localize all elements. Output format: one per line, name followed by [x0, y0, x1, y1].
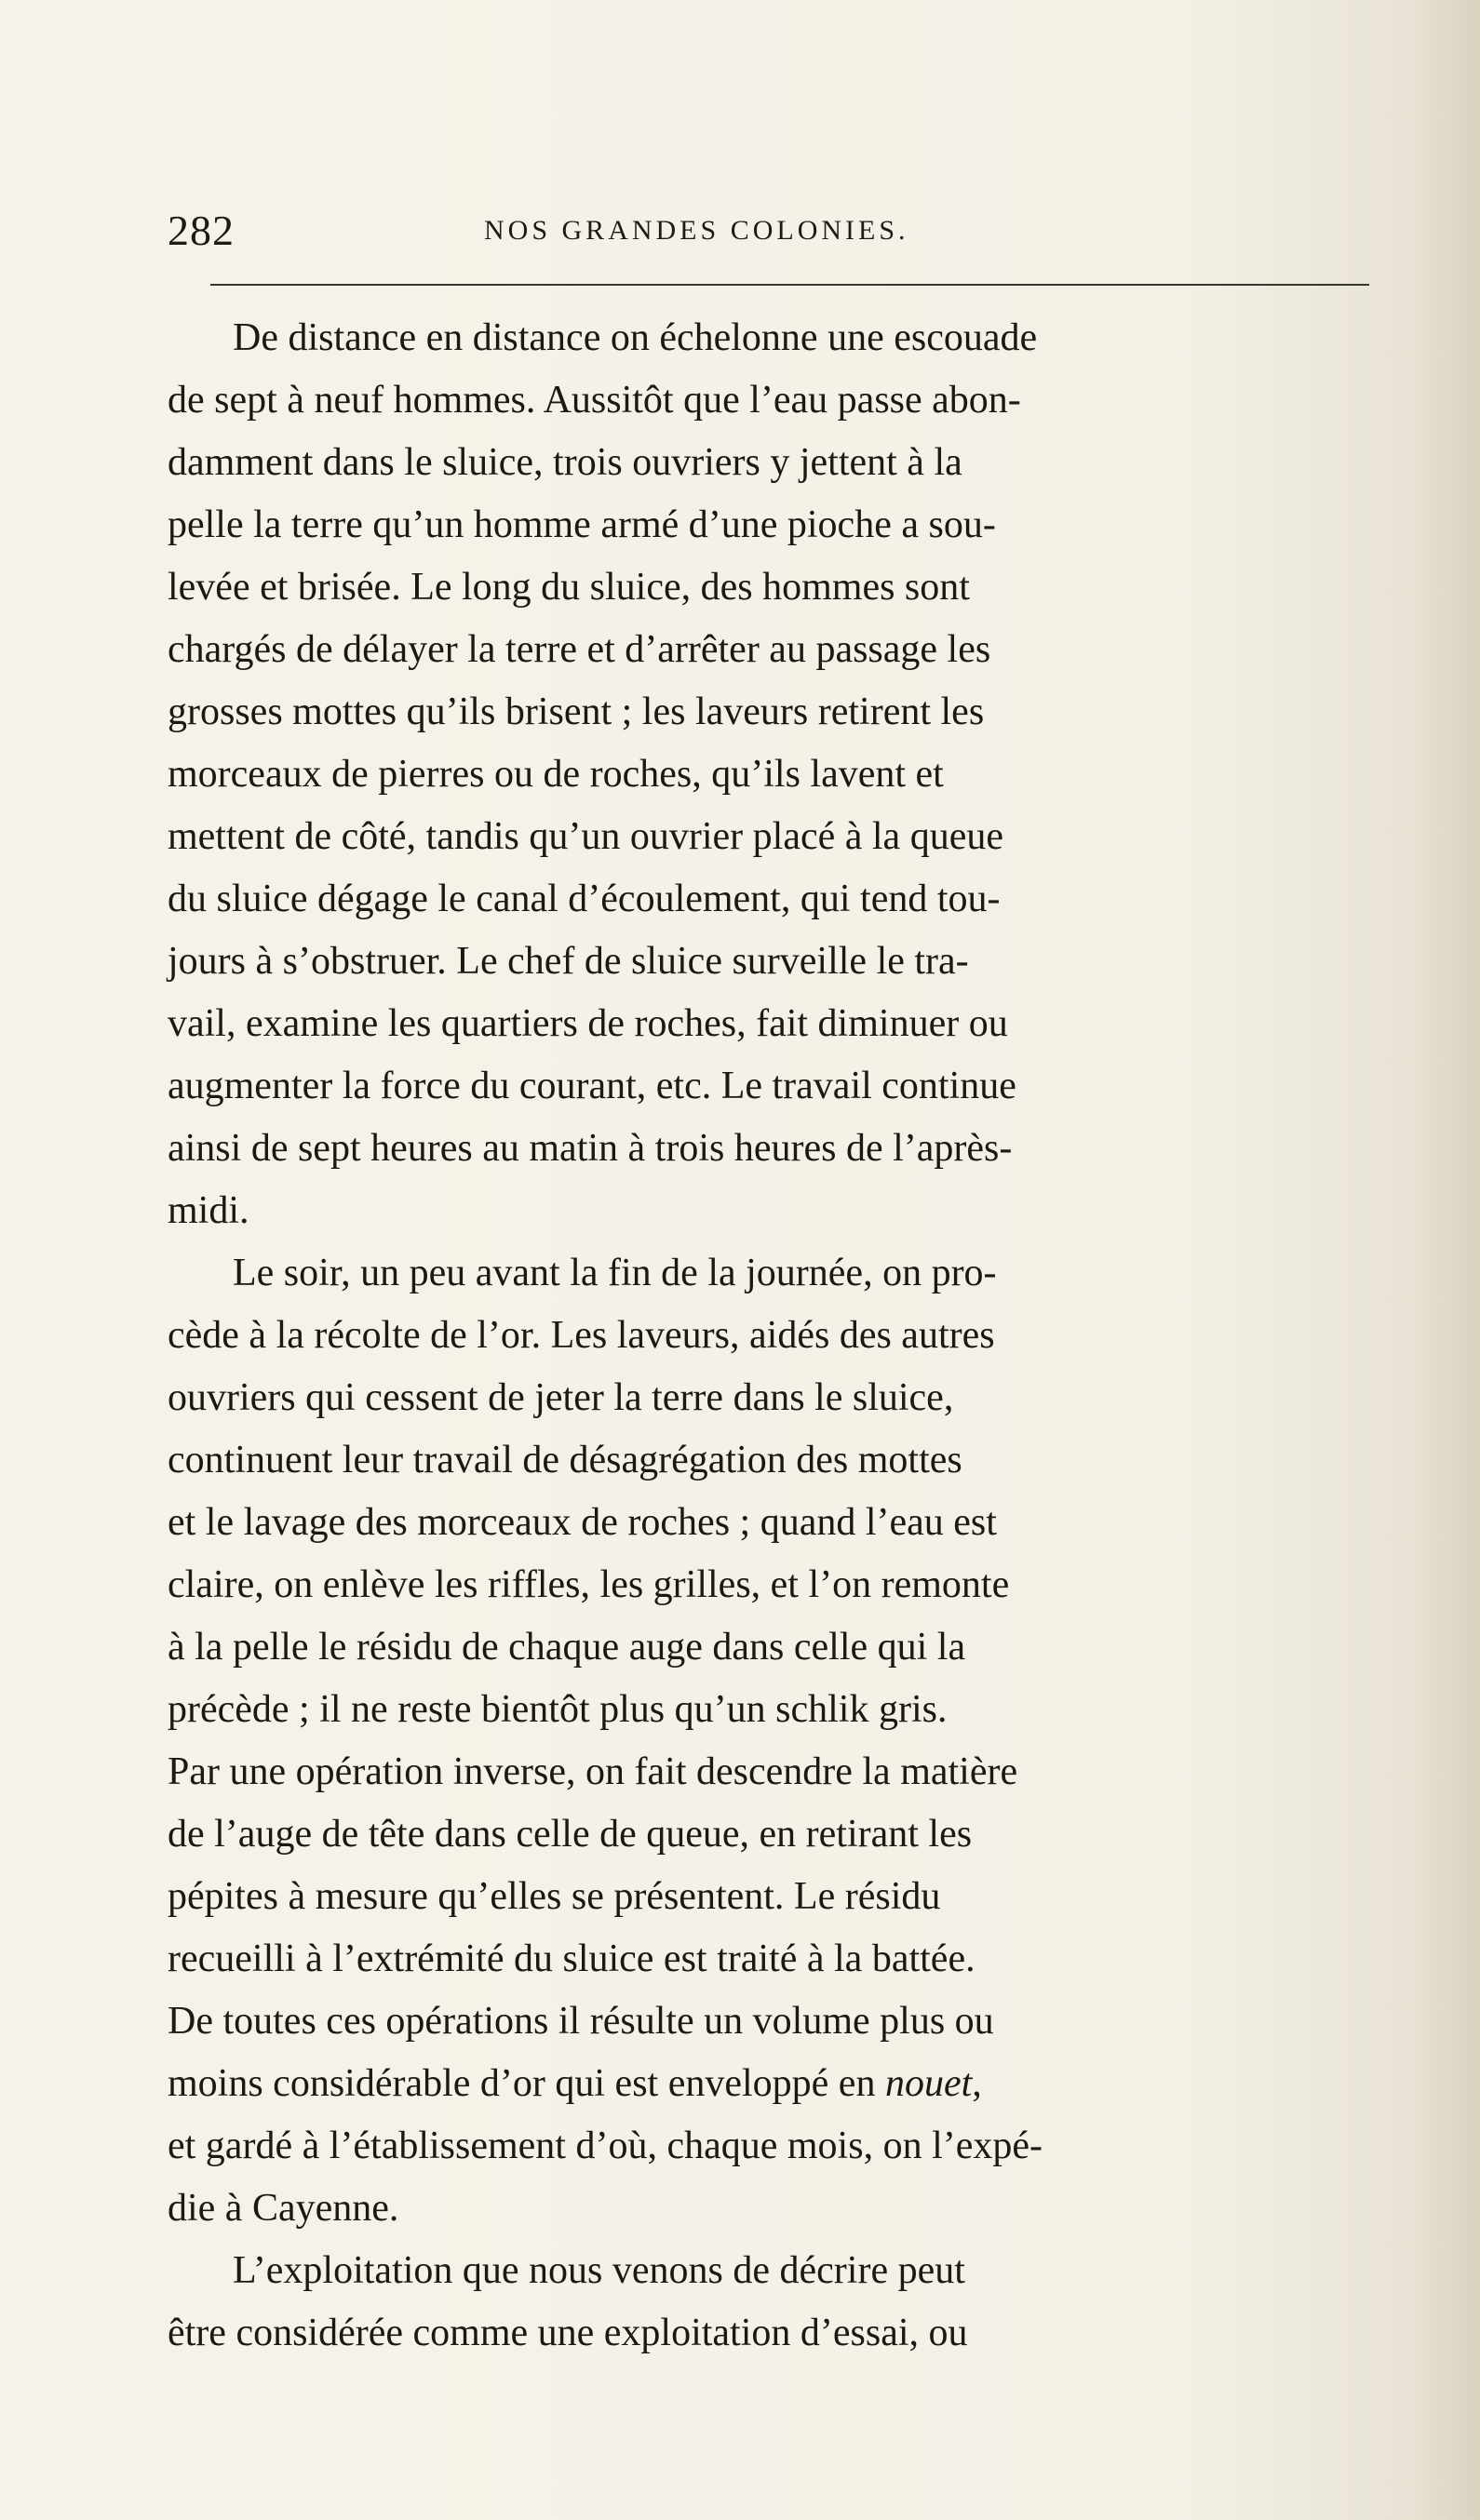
- text-line-content: jours à s’obstruer. Le chef de sluice surveille le tra-: [168, 940, 969, 983]
- text-line-content: Le soir, un peu avant la fin de la journée, on pro-: [233, 1252, 997, 1294]
- text-line-content: continuent leur travail de désagrégation des mottes: [168, 1439, 962, 1481]
- text-line-content: De distance en distance on échelonne une escouade: [233, 316, 1038, 359]
- text-line-content: pelle la terre qu’un homme armé d’une pioche a sou-: [168, 503, 996, 546]
- text-line-content: De toutes ces opérations il résulte un volume plus ou: [168, 2000, 994, 2043]
- text-line: [168, 2115, 1396, 2178]
- text-line-content: mettent de côté, tandis qu’un ouvrier placé à la queue: [168, 815, 1003, 858]
- text-line-content: moins considérable d’or qui est enveloppé en: [168, 2062, 876, 2105]
- text-line-content: ouvriers qui cessent de jeter la terre dans le sluice,: [168, 1376, 954, 1419]
- text-line: [168, 2178, 1396, 2240]
- text-line: [168, 1367, 1396, 1429]
- body-text: [168, 307, 1396, 2365]
- text-line: [168, 2240, 1396, 2302]
- page-header: [168, 203, 1368, 259]
- italic-word: nouet: [884, 2062, 973, 2105]
- text-line-content: chargés de délayer la terre et d’arrêter au passage les: [168, 628, 991, 671]
- text-line: [168, 931, 1396, 993]
- text-line-content: ainsi de sept heures au matin à trois heures de l’après-: [168, 1127, 1013, 1170]
- text-line: [168, 619, 1396, 681]
- text-line: [168, 2302, 1396, 2365]
- text-line: [168, 494, 1396, 556]
- text-line: [168, 1866, 1396, 1928]
- text-line-content: pépites à mesure qu’elles se présentent. Le résidu: [168, 1875, 941, 1918]
- text-line: [168, 681, 1396, 744]
- text-line: [168, 1928, 1396, 1991]
- text-line: [168, 2053, 1396, 2115]
- text-line: [168, 1429, 1396, 1492]
- text-line: [168, 806, 1396, 868]
- text-line-content: cède à la récolte de l’or. Les laveurs, aidés des autres: [168, 1314, 995, 1357]
- text-line: [168, 1492, 1396, 1554]
- text-line: [168, 556, 1396, 619]
- text-line: [168, 1305, 1396, 1367]
- text-line-content: et gardé à l’établissement d’où, chaque mois, on l’expé-: [168, 2125, 1043, 2167]
- text-line: [168, 1118, 1396, 1180]
- text-line-content: morceaux de pierres ou de roches, qu’ils lavent et: [168, 753, 944, 796]
- text-line-content: midi.: [168, 1189, 249, 1232]
- text-line-content: die à Cayenne.: [168, 2187, 399, 2230]
- text-line: [168, 1180, 1396, 1242]
- text-line: [168, 744, 1396, 806]
- text-line-content: augmenter la force du courant, etc. Le travail continue: [168, 1065, 1016, 1107]
- text-line: [168, 1616, 1396, 1679]
- text-line: [168, 369, 1396, 432]
- text-line-content: vail, examine les quartiers de roches, fait diminuer ou: [168, 1002, 1008, 1045]
- punctuation: ,: [972, 2062, 982, 2105]
- text-line: [168, 1741, 1396, 1803]
- text-line-content: et le lavage des morceaux de roches ; quand l’eau est: [168, 1501, 997, 1544]
- text-line: [168, 1803, 1396, 1866]
- text-line-content: de sept à neuf hommes. Aussitôt que l’eau passe abon-: [168, 379, 1021, 422]
- text-line-content: précède ; il ne reste bientôt plus qu’un schlik gris.: [168, 1688, 948, 1731]
- text-line-content: claire, on enlève les riffles, les grilles, et l’on remonte: [168, 1563, 1010, 1606]
- text-line: [168, 993, 1396, 1055]
- text-line-content: recueilli à l’extrémité du sluice est traité à la battée.: [168, 1937, 975, 1980]
- running-title: NOS GRANDES COLONIES.: [484, 215, 909, 246]
- text-line-content: du sluice dégage le canal d’écoulement, qui tend tou-: [168, 878, 1001, 920]
- text-line: [168, 432, 1396, 494]
- text-line: [168, 1055, 1396, 1118]
- text-line: [168, 307, 1396, 369]
- text-line-content: de l’auge de tête dans celle de queue, en retirant les: [168, 1813, 973, 1856]
- text-line: [168, 1991, 1396, 2053]
- text-line: [168, 1679, 1396, 1741]
- text-line: [168, 868, 1396, 931]
- text-line-content: à la pelle le résidu de chaque auge dans celle qui la: [168, 1626, 966, 1669]
- text-line: [168, 1242, 1396, 1305]
- header-rule: [210, 284, 1369, 286]
- text-line: [168, 1554, 1396, 1616]
- page-number: 282: [168, 207, 235, 254]
- text-line-content: damment dans le sluice, trois ouvriers y jettent à la: [168, 441, 962, 484]
- text-line-content: levée et brisée. Le long du sluice, des hommes sont: [168, 566, 970, 609]
- text-line-content: Par une opération inverse, on fait descendre la matière: [168, 1750, 1018, 1793]
- text-line-content: L’exploitation que nous venons de décrire peut: [233, 2249, 965, 2292]
- text-line-content: grosses mottes qu’ils brisent ; les laveurs retirent les: [168, 690, 985, 733]
- text-line-content: être considérée comme une exploitation d’essai, ou: [168, 2312, 968, 2354]
